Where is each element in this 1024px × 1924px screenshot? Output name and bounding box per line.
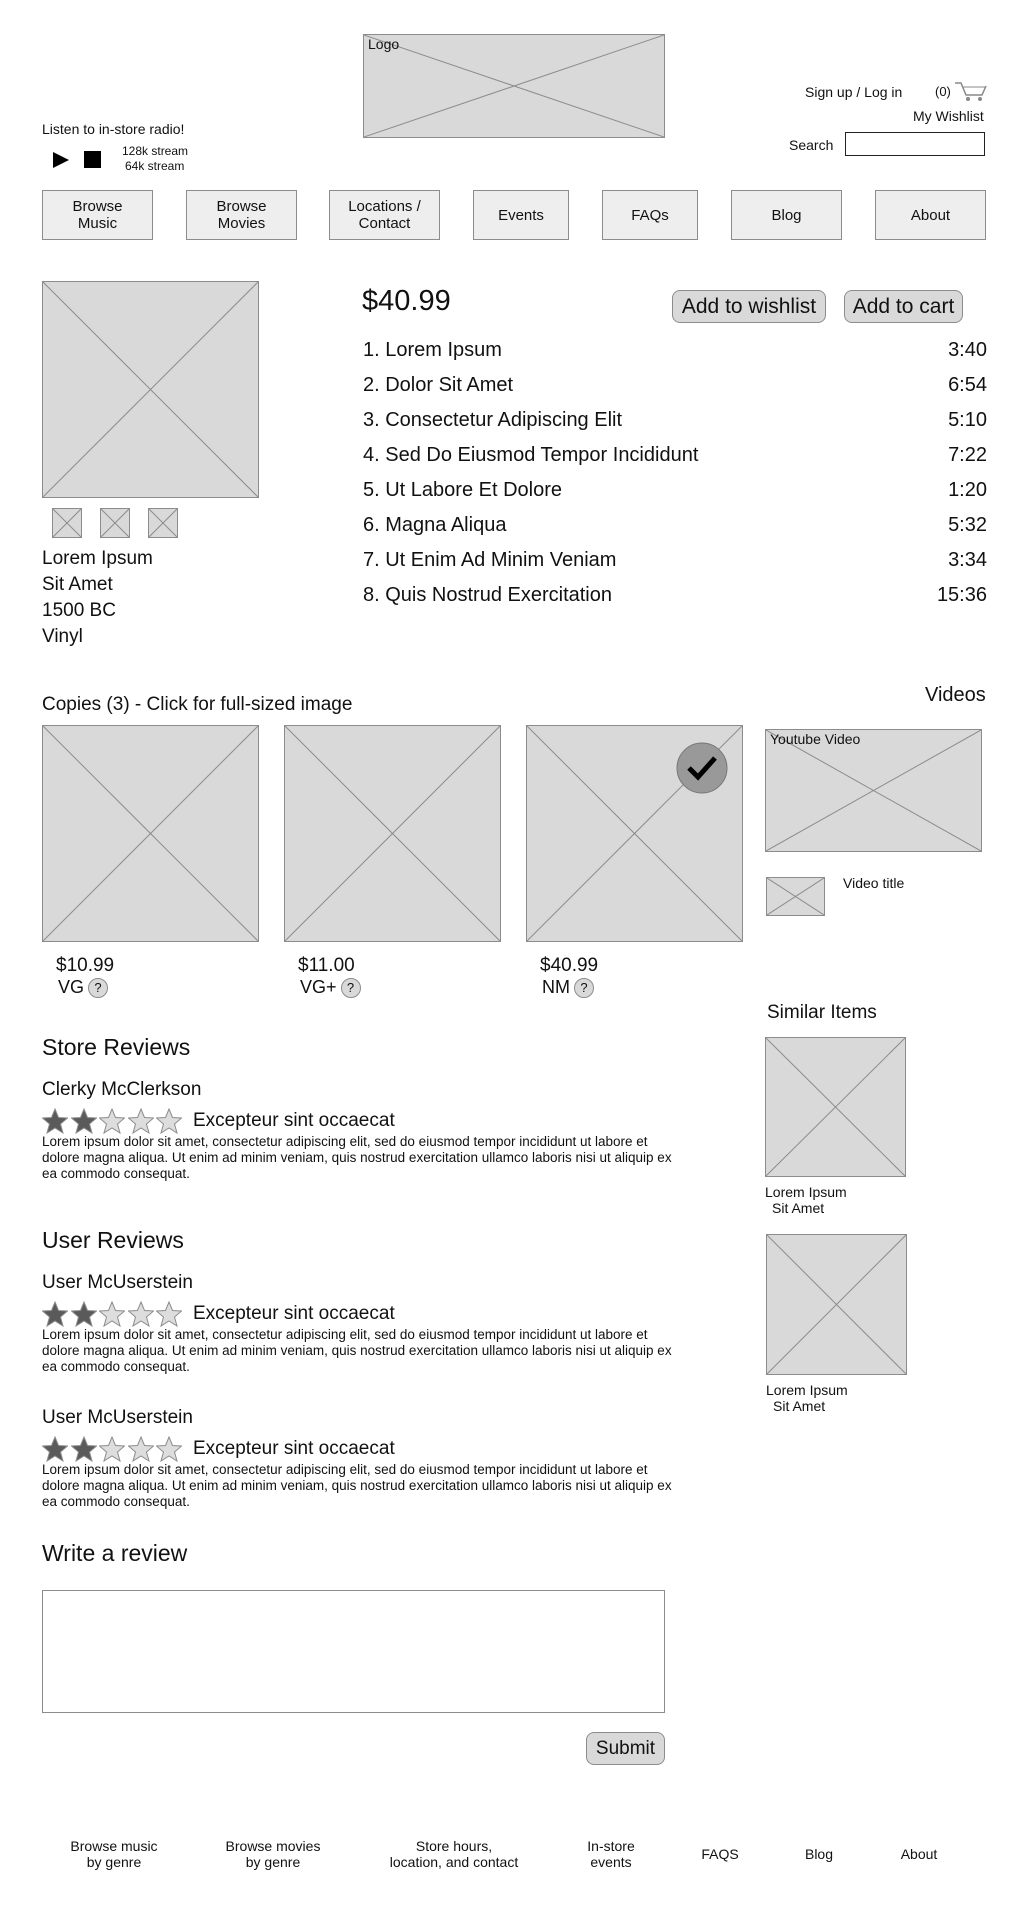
nav-locations-contact[interactable]: Locations / Contact xyxy=(329,190,440,240)
logo[interactable] xyxy=(363,34,665,138)
review-headline: Excepteur sint occaecat xyxy=(193,1110,395,1131)
similar-item-caption[interactable] xyxy=(766,1382,848,1414)
similar-item-line1: Lorem Ipsum xyxy=(765,1184,847,1200)
star-empty-icon xyxy=(156,1301,182,1327)
review-body: Lorem ipsum dolor sit amet, consectetur adipiscing elit, sed do eiusmod tempor incididunt ut labore et dolore magna aliqua. Ut enim ad minim veniam, quis nostrud exercitation ullamco laboris nisi ut aliquip ex ea commodo consequat. xyxy=(42,1327,672,1374)
product-format: Vinyl xyxy=(42,626,83,647)
product-price: $40.99 xyxy=(362,285,451,317)
track-row[interactable] xyxy=(363,374,987,404)
star-filled-icon xyxy=(42,1108,68,1134)
nav-blog[interactable]: Blog xyxy=(731,190,842,240)
youtube-video[interactable] xyxy=(765,729,982,852)
nav-faqs[interactable]: FAQs xyxy=(602,190,698,240)
track-name: 4. Sed Do Eiusmod Tempor Incididunt xyxy=(363,444,699,466)
star-empty-icon xyxy=(128,1108,154,1134)
star-empty-icon xyxy=(99,1436,125,1462)
review-body: Lorem ipsum dolor sit amet, consectetur adipiscing elit, sed do eiusmod tempor incididunt ut labore et dolore magna aliqua. Ut enim ad minim veniam, quis nostrud exercitation ullamco laboris nisi ut aliquip ex ea commodo consequat. xyxy=(42,1134,672,1181)
copy-image[interactable] xyxy=(284,725,501,942)
footer-browse-movies[interactable]: Browse movies by genre xyxy=(225,1838,321,1870)
product-thumbnail[interactable] xyxy=(100,508,130,538)
copy-grade-label: VG+ xyxy=(300,977,337,997)
track-row[interactable] xyxy=(363,479,987,509)
star-empty-icon xyxy=(99,1108,125,1134)
copy-grade-label: VG xyxy=(58,977,85,997)
radio-label: Listen to in-store radio! xyxy=(42,121,185,137)
copy-grade xyxy=(58,977,108,998)
nav-browse-music[interactable]: Browse Music xyxy=(42,190,153,240)
product-artist: Lorem Ipsum xyxy=(42,548,153,569)
star-filled-icon xyxy=(71,1108,97,1134)
track-name: 8. Quis Nostrud Exercitation xyxy=(363,584,612,606)
signup-login-link[interactable]: Sign up / Log in xyxy=(805,84,903,100)
play-icon[interactable] xyxy=(52,151,70,174)
copy-price: $11.00 xyxy=(298,955,355,976)
track-name: 6. Magna Aliqua xyxy=(363,514,507,536)
write-review-title: Write a review xyxy=(42,1540,188,1566)
track-duration: 5:32 xyxy=(948,514,987,536)
track-row[interactable] xyxy=(363,339,987,369)
footer-faqs[interactable]: FAQS xyxy=(701,1846,739,1862)
track-name: 7. Ut Enim Ad Minim Veniam xyxy=(363,549,617,571)
product-thumbnail[interactable] xyxy=(148,508,178,538)
track-duration: 5:10 xyxy=(948,409,987,431)
stop-icon[interactable] xyxy=(84,151,101,168)
stream-128k-link[interactable]: 128k stream xyxy=(122,144,189,158)
star-filled-icon xyxy=(42,1436,68,1462)
add-to-wishlist-button[interactable]: Add to wishlist xyxy=(672,290,826,323)
similar-item-image[interactable] xyxy=(766,1234,907,1375)
star-filled-icon xyxy=(71,1301,97,1327)
track-duration: 6:54 xyxy=(948,374,987,396)
footer-store-hours[interactable]: Store hours, location, and contact xyxy=(389,1838,519,1870)
copy-price: $10.99 xyxy=(56,955,115,976)
track-duration: 1:20 xyxy=(948,479,987,501)
footer-in-store-events[interactable]: In-store events xyxy=(587,1838,635,1870)
review-author: Clerky McClerkson xyxy=(42,1079,202,1100)
star-filled-icon xyxy=(71,1436,97,1462)
copy-image[interactable] xyxy=(42,725,259,942)
star-empty-icon xyxy=(156,1108,182,1134)
copy-grade xyxy=(300,977,361,998)
track-name: 3. Consectetur Adipiscing Elit xyxy=(363,409,623,431)
review-author: User McUserstein xyxy=(42,1407,193,1428)
submit-button[interactable]: Submit xyxy=(586,1732,665,1765)
track-row[interactable] xyxy=(363,444,987,474)
review-headline: Excepteur sint occaecat xyxy=(193,1303,395,1324)
star-filled-icon xyxy=(42,1301,68,1327)
copy-image-selected[interactable] xyxy=(526,725,743,942)
stream-64k-link[interactable]: 64k stream xyxy=(125,159,185,173)
copy-grade xyxy=(542,977,594,998)
review-body: Lorem ipsum dolor sit amet, consectetur adipiscing elit, sed do eiusmod tempor incididunt ut labore et dolore magna aliqua. Ut enim ad minim veniam, quis nostrud exercitation ullamco laboris nisi ut aliquip ex ea commodo consequat. xyxy=(42,1462,672,1509)
store-reviews-title: Store Reviews xyxy=(42,1034,191,1060)
user-reviews-title: User Reviews xyxy=(42,1227,184,1253)
copies-title: Copies (3) - Click for full-sized image xyxy=(42,694,353,715)
video-title-link[interactable]: Video title xyxy=(843,875,905,891)
similar-item-caption[interactable] xyxy=(765,1184,847,1216)
star-rating xyxy=(42,1301,182,1327)
copy-price: $40.99 xyxy=(540,955,599,976)
checkmark-icon xyxy=(676,742,728,794)
footer-browse-music[interactable]: Browse music by genre xyxy=(70,1838,158,1870)
track-name: 5. Ut Labore Et Dolore xyxy=(363,479,562,501)
my-wishlist-link[interactable]: My Wishlist xyxy=(913,108,984,124)
product-info xyxy=(42,546,153,650)
review-headline: Excepteur sint occaecat xyxy=(193,1438,395,1459)
video-thumbnail[interactable] xyxy=(766,877,825,916)
nav-about[interactable]: About xyxy=(875,190,986,240)
product-main-image[interactable] xyxy=(42,281,259,498)
search-input[interactable] xyxy=(845,132,985,156)
youtube-video-label: Youtube Video xyxy=(770,731,861,747)
product-thumbnail[interactable] xyxy=(52,508,82,538)
nav-browse-movies[interactable]: Browse Movies xyxy=(186,190,297,240)
track-row[interactable] xyxy=(363,409,987,439)
similar-item-line2: Sit Amet xyxy=(773,1398,826,1414)
star-empty-icon xyxy=(128,1301,154,1327)
cart-count: (0) xyxy=(935,84,951,99)
similar-items-title: Similar Items xyxy=(767,1002,877,1023)
track-name: 1. Lorem Ipsum xyxy=(363,339,502,361)
track-duration: 7:22 xyxy=(948,444,987,466)
similar-item-image[interactable] xyxy=(765,1037,906,1177)
track-duration: 3:40 xyxy=(948,339,987,361)
copy-grade-label: NM xyxy=(542,977,570,997)
product-album: Sit Amet xyxy=(42,574,113,595)
search-label: Search xyxy=(789,137,834,153)
track-row[interactable] xyxy=(363,514,987,544)
add-to-cart-button[interactable]: Add to cart xyxy=(844,290,963,323)
videos-title: Videos xyxy=(925,684,986,706)
star-empty-icon xyxy=(99,1301,125,1327)
help-icon[interactable]: ? xyxy=(574,978,594,998)
track-row[interactable] xyxy=(363,584,987,614)
cart-icon[interactable] xyxy=(954,80,988,107)
nav-events[interactable]: Events xyxy=(473,190,569,240)
review-textarea[interactable] xyxy=(42,1590,665,1713)
similar-item-line1: Lorem Ipsum xyxy=(766,1382,848,1398)
track-name: 2. Dolor Sit Amet xyxy=(363,374,514,396)
similar-item-line2: Sit Amet xyxy=(772,1200,825,1216)
review-author: User McUserstein xyxy=(42,1272,193,1293)
star-empty-icon xyxy=(156,1436,182,1462)
star-rating xyxy=(42,1436,182,1462)
footer-blog[interactable]: Blog xyxy=(804,1846,834,1862)
help-icon[interactable]: ? xyxy=(88,978,108,998)
product-year: 1500 BC xyxy=(42,600,116,621)
star-rating xyxy=(42,1108,182,1134)
track-duration: 15:36 xyxy=(936,584,987,606)
star-empty-icon xyxy=(128,1436,154,1462)
logo-label: Logo xyxy=(368,36,400,52)
footer-about[interactable]: About xyxy=(900,1846,938,1862)
track-duration: 3:34 xyxy=(948,549,987,571)
track-row[interactable] xyxy=(363,549,987,579)
help-icon[interactable]: ? xyxy=(341,978,361,998)
